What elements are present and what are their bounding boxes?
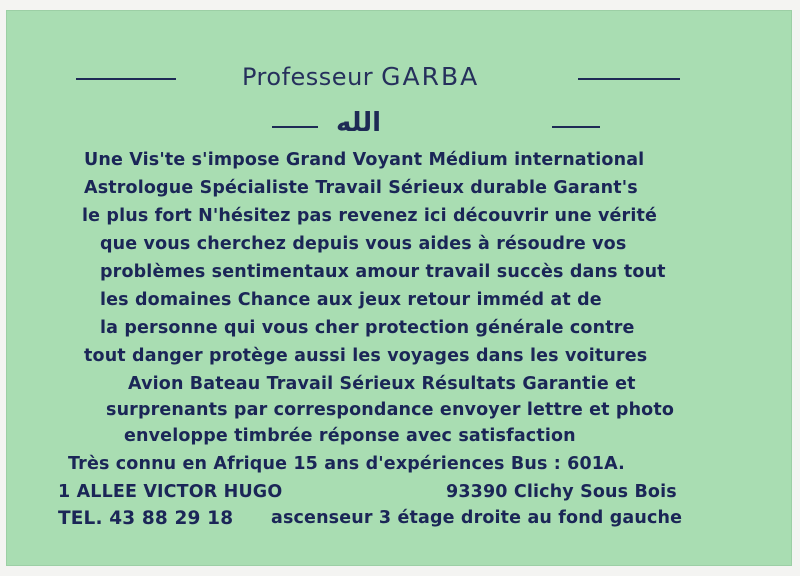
title-name: GARBA [381,62,480,91]
body-line: Astrologue Spécialiste Travail Sérieux durable Garant's [84,178,638,198]
left-rule [76,78,176,80]
left-short-rule [272,126,318,128]
body-line: surprenants par correspondance envoyer lettre et photo [106,400,675,420]
title-row [6,62,792,96]
directions: ascenseur 3 étage droite au fond gauche [271,508,683,528]
address-city: 93390 Clichy Sous Bois [446,482,677,502]
body-line: le plus fort N'hésitez pas revenez ici découvrir une vérité [82,206,658,226]
body-line: problèmes sentimentaux amour travail succès dans tout [100,262,666,282]
body-line: les domaines Chance aux jeux retour imméd at de [100,290,602,310]
body-line: que vous cherchez depuis vous aides à résoudre vos [100,234,627,254]
body-line: Une Vis'te s'impose Grand Voyant Médium international [84,150,645,170]
business-card [6,10,792,566]
body-line: enveloppe timbrée réponse avec satisfaction [124,426,576,446]
body-line: la personne qui vous cher protection générale contre [100,318,635,338]
page-title [242,62,479,91]
arabic-word: الله [336,108,382,138]
address-street: 1 ALLEE VICTOR HUGO [58,482,283,502]
phone-number: TEL. 43 88 29 18 [58,508,234,529]
right-short-rule [552,126,600,128]
title-prefix: Professeur [242,63,374,91]
body-line: Très connu en Afrique 15 ans d'expériences Bus : 601A. [68,454,625,474]
arabic-row [6,110,792,140]
body-line: tout danger protège aussi les voyages dans les voitures [84,346,648,366]
right-rule [578,78,680,80]
body-line: Avion Bateau Travail Sérieux Résultats Garantie et [128,374,636,394]
